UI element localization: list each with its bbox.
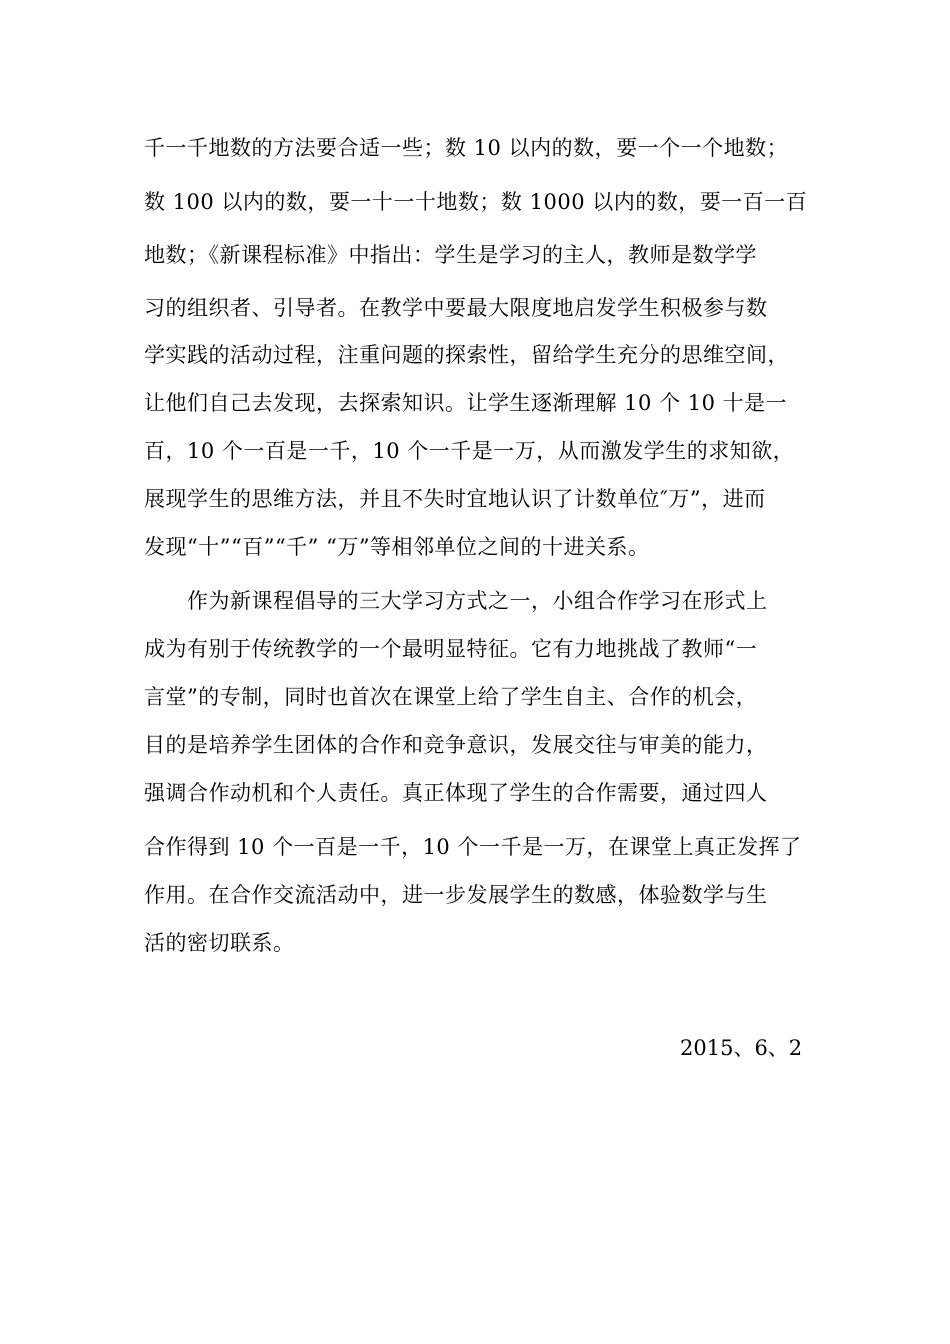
paragraph-2-line-5: 强调合作动机和个人责任。真正体现了学生的合作需要，通过四人 xyxy=(144,781,768,805)
paragraph-2-line-1: 作为新课程倡导的三大学习方式之一，小组合作学习在形式上 xyxy=(187,589,768,613)
paragraph-1-line-6: 让他们自己去发现，去探索知识。让学生逐渐理解 10 个 10 十是一 xyxy=(144,391,788,415)
paragraph-1-line-5: 学实践的活动过程，注重问题的探索性，留给学生充分的思维空间， xyxy=(144,343,789,367)
paragraph-2-line-7: 作用。在合作交流活动中，进一步发展学生的数感，体验数学与生 xyxy=(144,883,768,907)
paragraph-1-line-2: 数 100 以内的数，要一十一十地数；数 1000 以内的数，要一百一百 xyxy=(144,190,808,214)
paragraph-1-line-3: 地数；《新课程标准》中指出：学生是学习的主人，教师是数学学 xyxy=(144,243,757,267)
paragraph-2-line-3: 言堂”的专制，同时也首次在课堂上给了学生自主、合作的机会， xyxy=(144,685,758,709)
paragraph-2-line-2: 成为有别于传统教学的一个最明显特征。它有力地挑战了教师“一 xyxy=(144,637,758,661)
paragraph-1-line-9: 发现“十”“百”“千” “万”等相邻单位之间的十进关系。 xyxy=(144,535,650,559)
paragraph-1-line-7: 百，10 个一百是一千，10 个一千是一万，从而激发学生的求知欲， xyxy=(144,439,795,463)
paragraph-2-line-8: 活的密切联系。 xyxy=(144,931,295,955)
document-date: 2015、6、2 xyxy=(680,1036,803,1060)
paragraph-1-line-4: 习的组织者、引导者。在教学中要最大限度地启发学生积极参与数 xyxy=(144,296,768,320)
paragraph-2-line-6: 合作得到 10 个一百是一千，10 个一千是一万，在课堂上真正发挥了 xyxy=(144,835,802,859)
paragraph-2-line-4: 目的是培养学生团体的合作和竞争意识，发展交往与审美的能力， xyxy=(144,733,768,757)
paragraph-1-line-1: 千一千地数的方法要合适一些；数 10 以内的数，要一个一个地数； xyxy=(144,136,789,160)
paragraph-1-line-8: 展现学生的思维方法，并且不失时宜地认识了计数单位″万”，进而 xyxy=(144,487,766,511)
